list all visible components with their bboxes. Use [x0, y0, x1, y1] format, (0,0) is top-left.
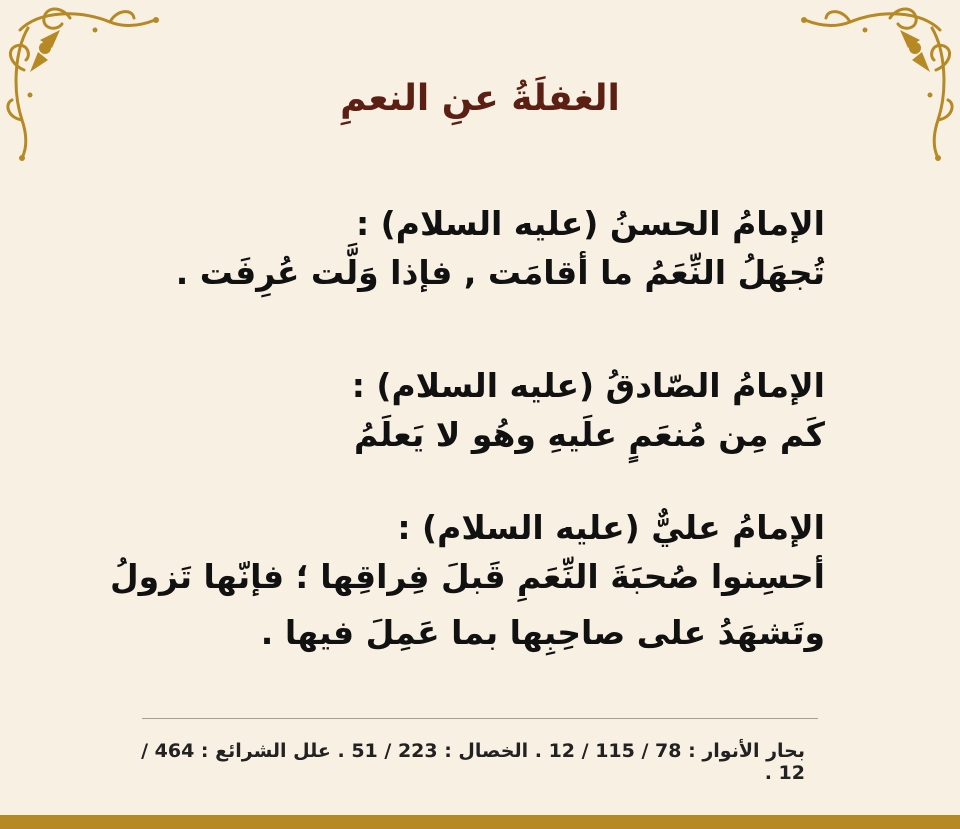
quote-block-ali — [110, 507, 825, 661]
quote-attribution: الإمامُ الحسنُ (عليه السلام) : — [356, 204, 825, 243]
quote-line: أحسِنوا صُحبَةَ النِّعَمِ قَبلَ فِراقِها ؛ فإنّها تَزولُ — [110, 557, 825, 596]
quote-line: تُجهَلُ النِّعَمُ ما أقامَت , فإذا وَلَّت عُرِفَت . — [175, 253, 825, 292]
quote-line: كَم مِن مُنعَمٍ علَيهِ وهُو لا يَعلَمُ — [353, 415, 825, 454]
quote-attribution: الإمامُ الصّادقُ (عليه السلام) : — [351, 366, 825, 405]
quote-block-sadiq — [110, 365, 825, 463]
quote-attribution: الإمامُ عليٌّ (عليه السلام) : — [397, 508, 825, 547]
bottom-border — [0, 815, 960, 829]
quote-line: وتَشهَدُ على صاحِبِها بما عَمِلَ فيها . — [260, 613, 825, 652]
divider — [142, 718, 818, 719]
source-references: بحار الأنوار : 78 / 115 / 12 . الخصال : 223 / 51 . علل الشرائع : 464 / 12 . — [141, 740, 805, 784]
page-title: الغفلَةُ عنِ النعمِ — [340, 78, 620, 119]
quote-block-hasan — [110, 203, 825, 301]
